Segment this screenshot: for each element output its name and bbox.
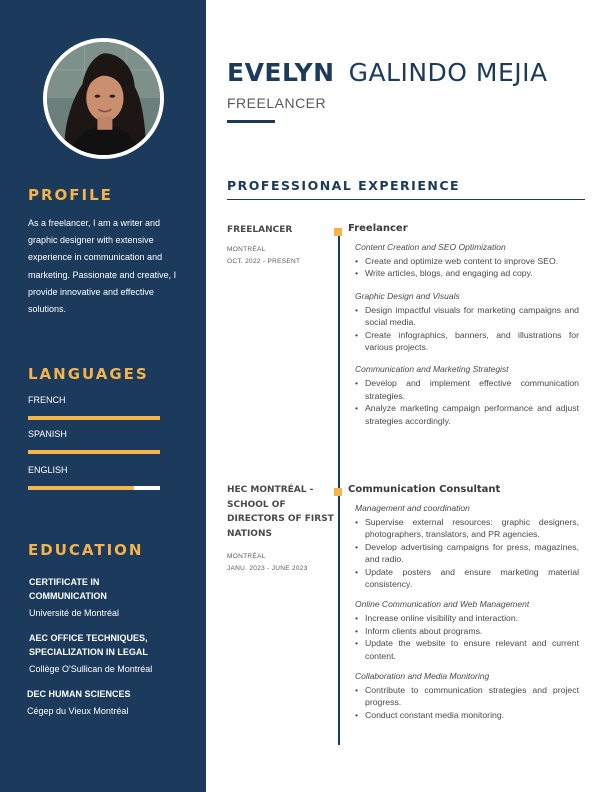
job-dates: OCT. 2022 - PRESENT <box>227 257 301 265</box>
timeline-marker <box>334 488 342 496</box>
education-heading: EDUCATION <box>28 541 144 559</box>
task-item: • Update posters and ensure marketing material consistency. <box>355 566 579 591</box>
experience-heading: PROFESSIONAL EXPERIENCE <box>227 178 461 193</box>
task-item: • Supervise external resources: graphic designers, photographers, translators, and PR agencies. <box>355 516 579 541</box>
sidebar <box>0 0 206 792</box>
education-school: Collège O'Sullican de Montréal <box>29 664 153 674</box>
language-level-bar <box>28 450 160 454</box>
task-group-title: Management and coordination <box>355 503 470 513</box>
education-school: Université de Montréal <box>29 608 120 618</box>
task-list <box>355 516 579 590</box>
profile-heading: PROFILE <box>28 186 113 204</box>
education-item <box>27 687 197 718</box>
language-level-bar <box>28 416 160 420</box>
task-item: • Create infographics, banners, and illustrations for various projects. <box>355 329 579 354</box>
job-role: Freelancer <box>348 223 408 234</box>
task-item: • Analyze marketing campaign performance and adjust strategies accordingly. <box>355 402 579 427</box>
job-role: Communication Consultant <box>348 484 501 495</box>
job-meta <box>227 223 335 268</box>
language-name: SPANISH <box>28 429 67 439</box>
task-list <box>355 377 579 427</box>
job-company: FREELANCER <box>227 225 293 235</box>
job-title: FREELANCER <box>227 95 327 111</box>
education-title: DEC HUMAN SCIENCES <box>27 689 131 699</box>
language-name: ENGLISH <box>28 465 68 475</box>
task-list <box>355 684 579 721</box>
task-item: • Update the website to ensure relevant and current content. <box>355 637 579 662</box>
language-level-bar <box>28 486 160 490</box>
job-company: HEC MONTRÉAL - SCHOOL OF DIRECTORS OF FIRST NATIONS <box>227 485 334 539</box>
task-item: • Write articles, blogs, and engaging ad copy. <box>355 267 579 279</box>
task-list <box>355 612 579 662</box>
task-list <box>355 255 579 280</box>
task-group-title: Collaboration and Media Monitoring <box>355 671 490 682</box>
job-meta <box>227 483 335 575</box>
education-school: Cégep du Vieux Montréal <box>27 706 129 716</box>
task-item: • Increase online visibility and interaction. <box>355 612 579 624</box>
full-name <box>227 58 548 87</box>
first-name: EVELYN <box>227 58 335 87</box>
job-details <box>348 484 579 721</box>
title-underline <box>227 120 275 123</box>
languages-heading: LANGUAGES <box>28 365 149 383</box>
task-group-title: Communication and Marketing Strategist <box>355 364 509 375</box>
language-item-french <box>28 395 160 405</box>
language-name: FRENCH <box>28 395 66 405</box>
job-details <box>348 223 579 427</box>
education-title: AEC OFFICE TECHNIQUES, SPECIALIZATION IN LEGAL <box>29 633 148 657</box>
task-group-title: Graphic Design and Visuals <box>355 290 460 301</box>
education-title: CERTIFICATE IN COMMUNICATION <box>29 577 107 601</box>
experience-divider <box>227 199 585 200</box>
language-item-spanish <box>28 429 160 439</box>
education-item <box>29 631 179 676</box>
job-location: MONTRÉAL <box>227 553 266 560</box>
profile-photo-image <box>47 42 160 155</box>
education-item <box>29 575 179 620</box>
profile-photo <box>43 38 164 159</box>
task-group-title: Content Creation and SEO Optimization <box>355 242 506 252</box>
task-item: • Develop and implement effective communication strategies. <box>355 377 579 402</box>
profile-text: As a freelancer, I am a writer and graphic designer with extensive experience in communication and marketing. Passionate and creative, I provide innovative and effective solutions. <box>28 218 177 315</box>
language-level-fill <box>28 486 134 490</box>
task-item: • Create and optimize web content to improve SEO. <box>355 255 579 267</box>
language-level-fill <box>28 450 160 454</box>
task-item: • Develop advertising campaigns for press, magazines, and radio. <box>355 541 579 566</box>
job-location: MONTRÉAL <box>227 245 266 253</box>
language-level-fill <box>28 416 160 420</box>
timeline-marker <box>334 228 342 236</box>
job-dates: JANU. 2023 - JUNE 2023 <box>227 565 308 572</box>
task-group-title: Online Communication and Web Management <box>355 599 530 610</box>
task-item: • Contribute to communication strategies and project progress. <box>355 684 579 709</box>
task-item: • Inform clients about programs. <box>355 625 579 637</box>
task-item: • Design impactful visuals for marketing campaigns and social media. <box>355 304 579 329</box>
task-list <box>355 304 579 354</box>
last-name: GALINDO MEJIA <box>348 58 548 87</box>
language-item-english <box>28 465 160 475</box>
task-item: • Conduct constant media monitoring. <box>355 709 579 721</box>
